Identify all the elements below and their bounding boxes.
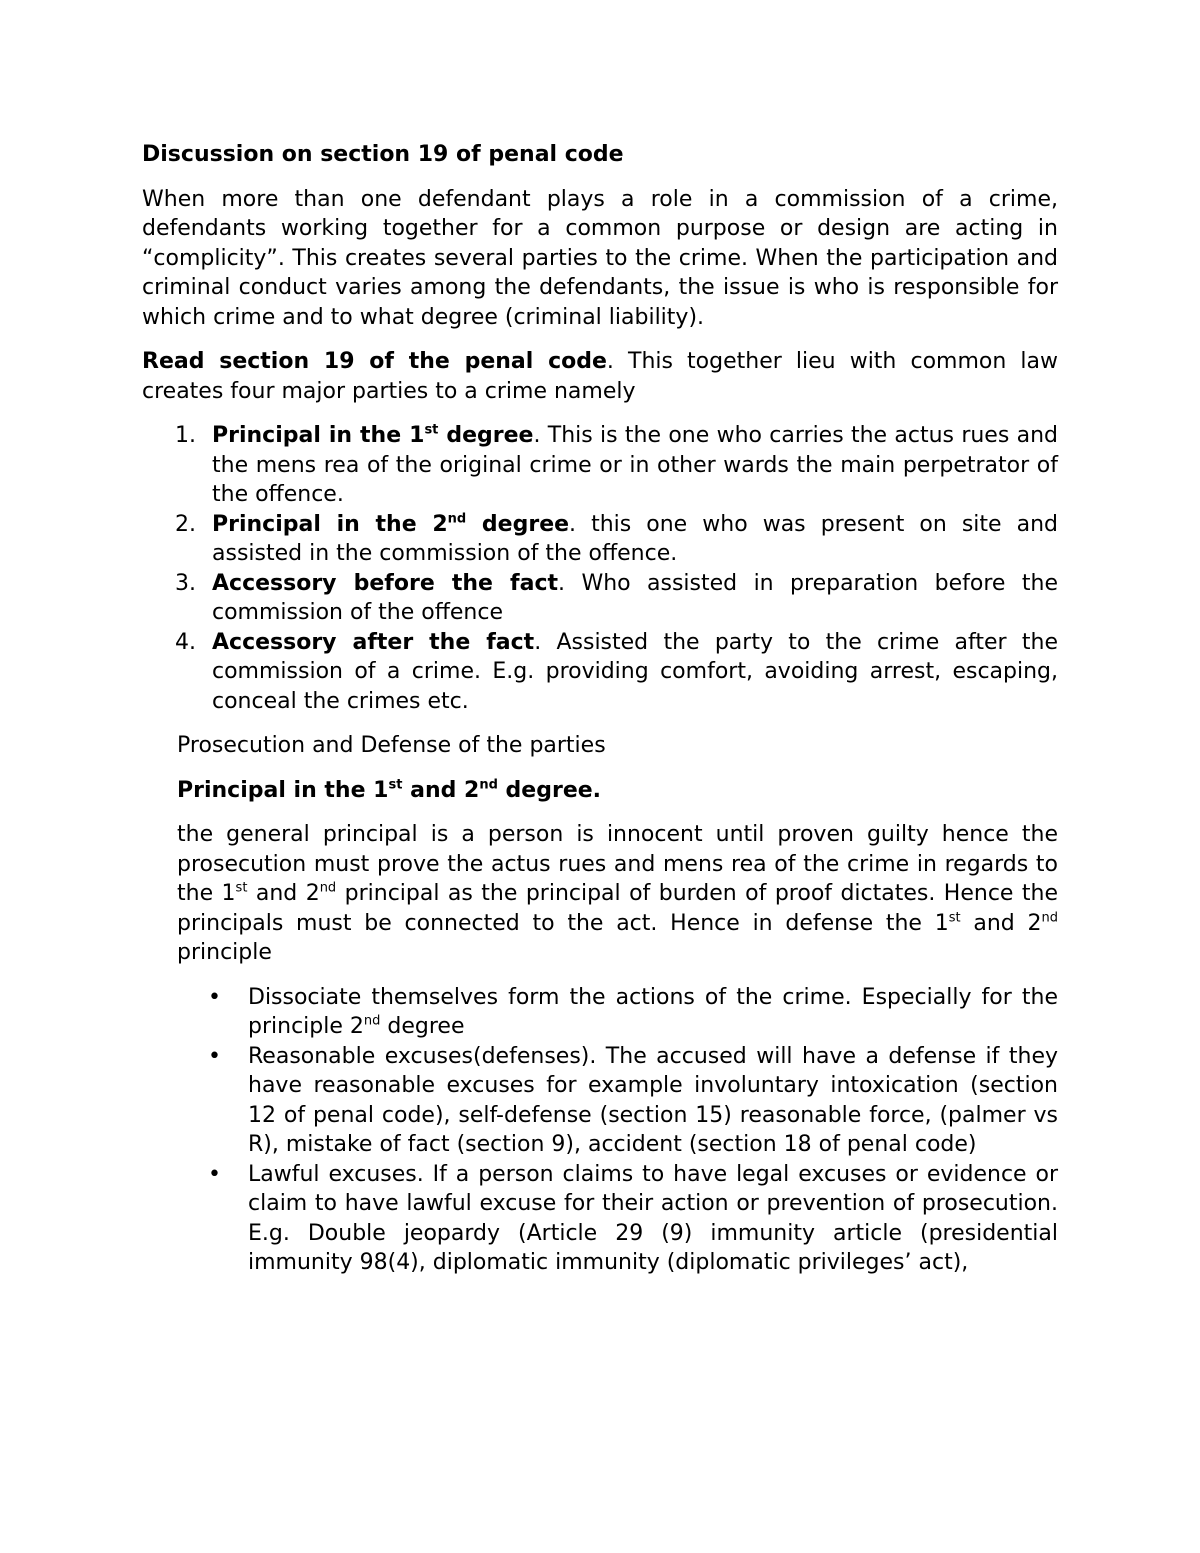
party-name: Principal in the 2nd degree [212,511,570,537]
bullet-icon: • [208,1043,221,1069]
list-item: • Reasonable excuses(defenses). The accused will have a defense if they have reasonable excuses for example involuntary intoxication (section 12 of penal code), self-defense (section 15) reasonable force, (palmer vs R), mistake of fact (section 9), accident (section 18 of penal code) [208,1043,1058,1157]
read-section-paragraph [142,347,1058,406]
list-number: 4. [175,629,196,655]
party-description: . Assisted the party to the crime after the commission of a crime. E.g. providing comfort, avoiding arrest, escaping, conceal the crimes etc. [212,629,1058,714]
document-page [142,140,1058,1278]
intro-paragraph: When more than one defendant plays a role in a commission of a crime, defendants working together for a common purpose or design are acting in “complicity”. This creates several parties to the crime. When the participation and criminal conduct varies among the defendants, the issue is who is responsible for which crime and to what degree (criminal liability). [142,186,1058,330]
prosecution-heading: Prosecution and Defense of the parties [177,733,606,758]
bullet-icon: • [208,984,221,1010]
principal-heading: Principal in the 1st and 2nd degree. [177,777,602,803]
party-name: Accessory before the fact [212,570,559,596]
parties-list [142,421,1058,716]
bullet-icon: • [208,1161,221,1187]
read-section-rest: . This together lieu with common law creates four major parties to a crime namely [142,349,1058,404]
list-number: 1. [175,423,196,448]
list-item [142,510,1058,569]
party-description: . This is the one who carries the actus rues and the mens rea of the original crime or in other wards the main perpetrator of the offence. [212,423,1059,507]
list-item [142,569,1058,628]
read-section-bold: Read section 19 of the penal code [142,349,607,374]
party-description: . Who assisted in preparation before the commission of the offence [212,570,1058,625]
party-name: Principal in the 1st degree [212,422,534,448]
list-number: 2. [175,511,196,537]
list-item: • Lawful excuses. If a person claims to have legal excuses or evidence or claim to have lawful excuse for their action or prevention of prosecution. E.g. Double jeopardy (Article 29 (9) immunity article (presidential immunity 98(4), diplomatic immunity (diplomatic privileges’ act), [208,1161,1058,1275]
list-item [142,628,1058,717]
party-description: . this one who was present on site and assisted in the commission of the offence. [212,511,1058,566]
list-item [142,421,1058,510]
list-item: • Dissociate themselves form the actions of the crime. Especially for the principle 2nd degree [208,984,1058,1039]
list-number: 3. [175,570,196,596]
general-principal-paragraph: the general principal is a person is innocent until proven guilty hence the prosecution must prove the actus rues and mens rea of the crime in regards to the 1st and 2nd principal as the principal of burden of proof dictates. Hence the principals must be connected to the act. Hence in defense the 1st and 2nd principle [177,822,1058,965]
defenses-list [142,983,1058,1278]
document-title: Discussion on section 19 of penal code [142,142,624,167]
party-name: Accessory after the fact [212,629,535,655]
